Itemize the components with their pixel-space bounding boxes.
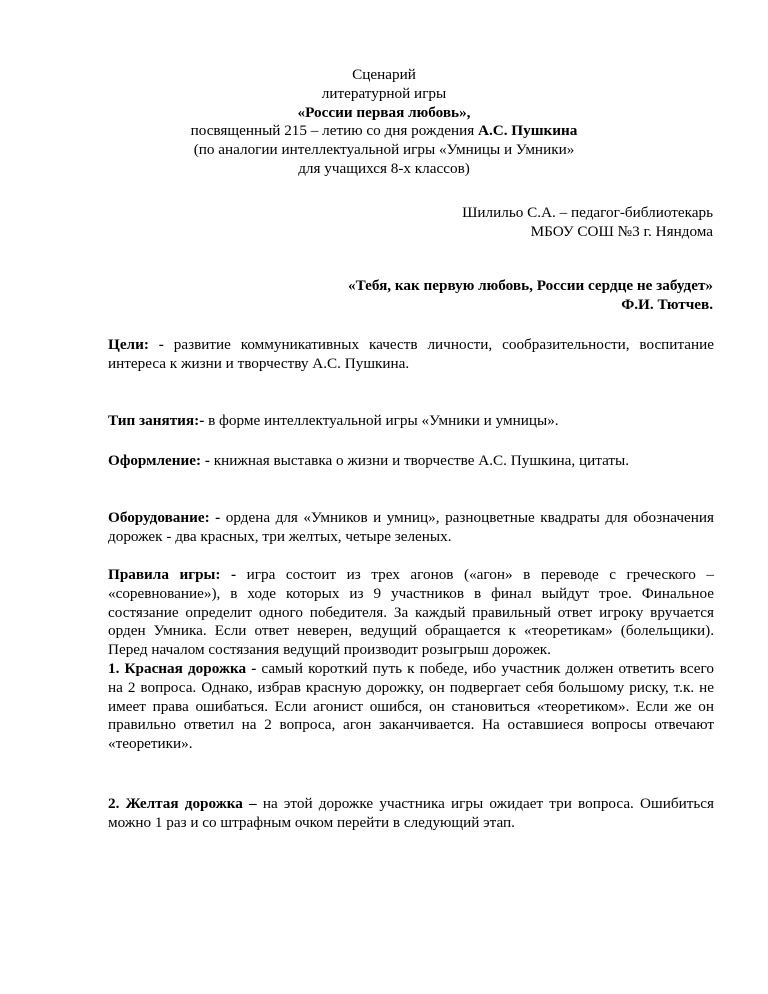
author-block bbox=[462, 204, 713, 242]
goals-label: Цели: - bbox=[108, 336, 164, 353]
equipment-label: Оборудование: - bbox=[108, 509, 221, 526]
equipment-text: ордена для «Умников и умниц», разноцветные квадраты для обозначения дорожек - два красных, три желтых, четыре зеленых. bbox=[108, 509, 714, 545]
title-line-dedication: посвященный 215 – летию со дня рождения А.С. Пушкина bbox=[190, 122, 578, 140]
lesson-type-paragraph bbox=[108, 412, 714, 431]
rules-label: Правила игры: - bbox=[108, 566, 237, 583]
title-line-name: «России первая любовь», bbox=[297, 103, 471, 121]
red-track-text: самый короткий путь к победе, ибо участник должен ответить всего на 2 вопроса. Однако, избрав красную дорожку, он подвергает себя большому риску, т.к. не имеет права ошибаться. Если агонист ошибся, он становиться «теоретиком». Если же он правильно ответил на 2 вопроса, агон заканчивается. На оставшиеся вопросы отвечают «теоретики». bbox=[108, 659, 714, 753]
red-track-paragraph bbox=[108, 660, 714, 754]
rules-text: игра состоит из трех агонов («агон» в переводе с греческого – «соревнование»), в ходе которых из 9 участников в финал выйдут трое. Финальное состязание определит одного победителя. За каждый правильный ответ игроку вручается орден Умника. Если ответ неверен, ведущий обращается к «теоретикам» (болельщики). Перед началом состязания ведущий производит розыгрыш дорожек. bbox=[108, 566, 714, 659]
design-label: Оформление: - bbox=[108, 452, 210, 469]
goals-paragraph bbox=[108, 336, 714, 374]
design-paragraph bbox=[108, 452, 714, 471]
equipment-paragraph bbox=[108, 509, 714, 547]
title-line-scenario: Сценарий bbox=[352, 66, 416, 83]
lesson-type-label: Тип занятия:- bbox=[108, 412, 205, 429]
author-school: МБОУ СОШ №3 г. Няндома bbox=[530, 222, 713, 240]
yellow-track-text: на этой дорожке участника игры ожидает три вопроса. Ошибиться можно 1 раз и со штрафным очком перейти в следующий этап. bbox=[108, 795, 714, 831]
title-line-game-type: литературной игры bbox=[321, 84, 447, 102]
author-name: Шилильо С.А. – педагог-библиотекарь bbox=[462, 204, 713, 221]
goals-text: развитие коммуникативных качеств личности, сообразительности, воспитание интереса к жизни и творчеству А.С. Пушкина. bbox=[108, 336, 714, 372]
lesson-type-text: в форме интеллектуальной игры «Умники и умницы». bbox=[204, 412, 559, 429]
title-line-audience: для учащихся 8-х классов) bbox=[298, 159, 470, 177]
title-line-analogy: (по аналогии интеллектуальной игры «Умницы и Умники» bbox=[193, 141, 575, 159]
design-text: книжная выставка о жизни и творчестве А.С. Пушкина, цитаты. bbox=[209, 452, 630, 469]
epigraph-block bbox=[348, 277, 713, 315]
epigraph-quote: «Тебя, как первую любовь, России сердце не забудет» bbox=[347, 277, 713, 294]
red-track-label: 1. Красная дорожка - bbox=[108, 659, 257, 677]
title-block bbox=[0, 66, 768, 179]
yellow-track-paragraph bbox=[108, 795, 714, 833]
epigraph-source: Ф.И. Тютчев. bbox=[621, 295, 713, 313]
yellow-track-label: 2. Желтая дорожка – bbox=[108, 795, 257, 812]
rules-paragraph bbox=[108, 566, 714, 754]
